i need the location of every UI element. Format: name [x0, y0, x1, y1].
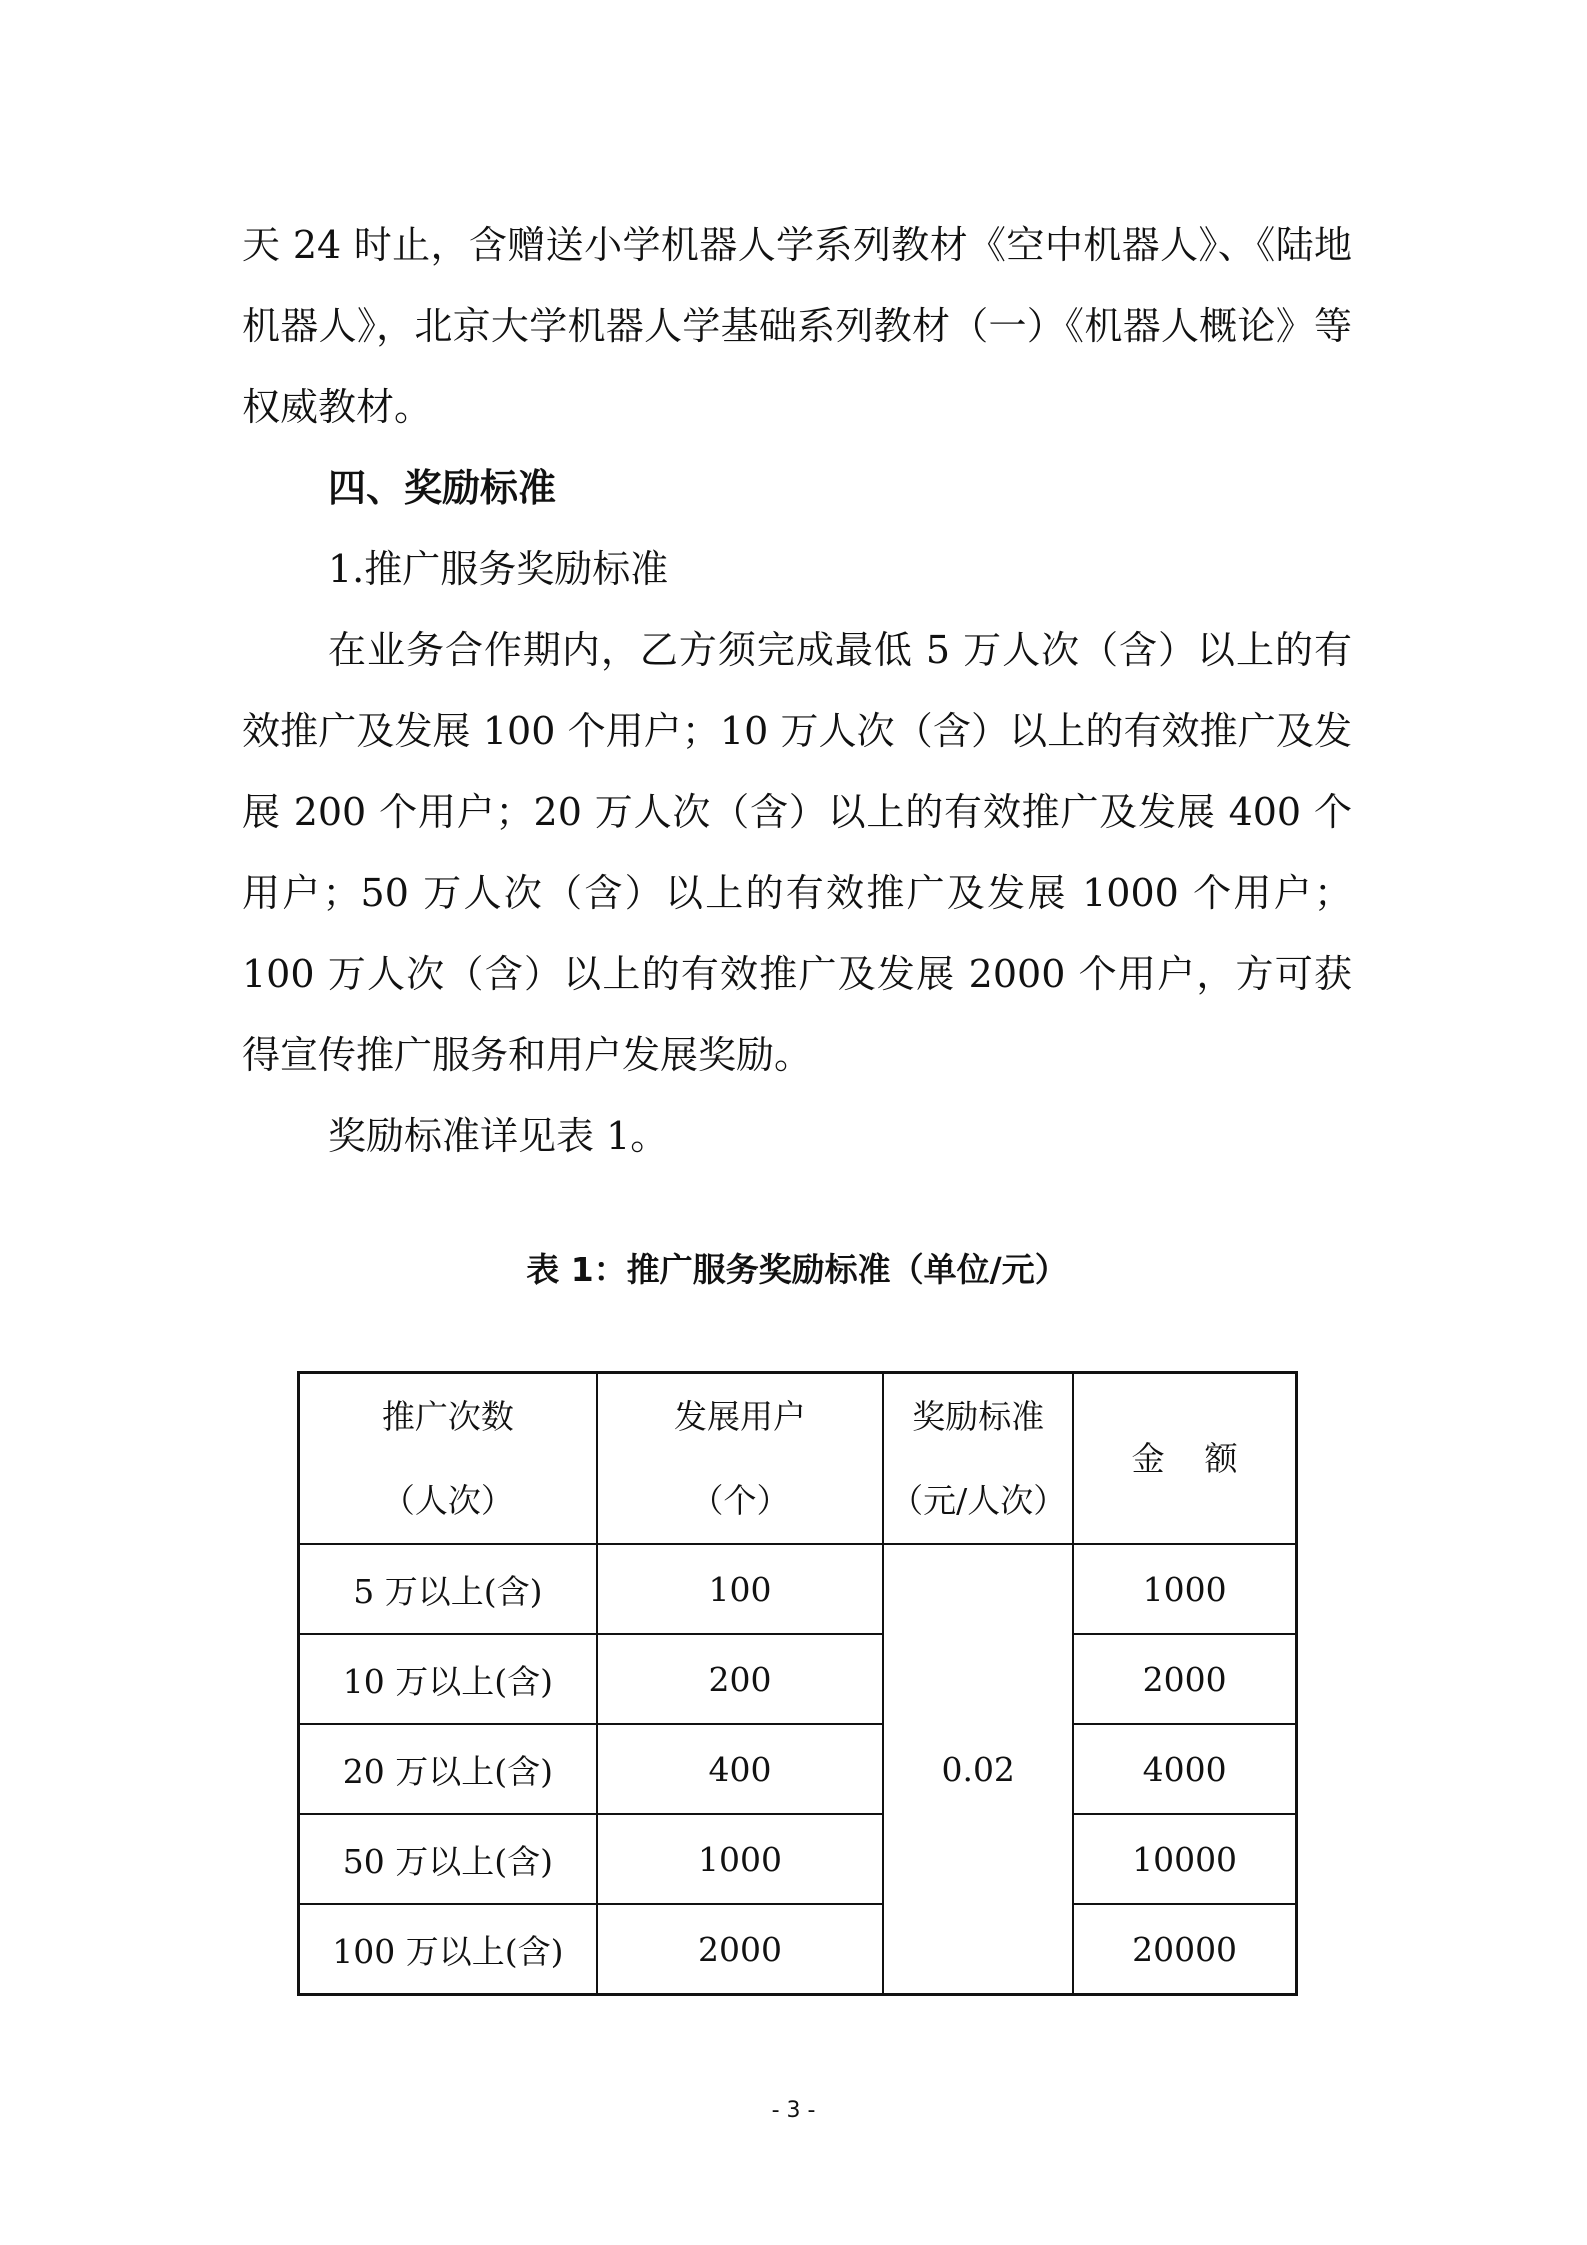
- header-users: [597, 1373, 884, 1545]
- header-amount-part1: 金: [1131, 1438, 1165, 1478]
- table-header-row: [299, 1373, 1297, 1545]
- cell-reward-rate: 0.02: [883, 1544, 1073, 1995]
- body-text: [242, 205, 1352, 1177]
- section-heading: 四、奖励标准: [328, 466, 557, 510]
- header-amount-part2: 额: [1204, 1438, 1238, 1478]
- subsection-heading: 1.推广服务奖励标准: [328, 547, 669, 591]
- cell-count: 10 万以上(含): [299, 1634, 597, 1724]
- cell-users: 2000: [597, 1904, 884, 1995]
- header-amount: [1073, 1373, 1296, 1545]
- header-promotion-count-label: 推广次数: [381, 1396, 514, 1436]
- header-users-unit: （个）: [690, 1480, 790, 1520]
- cell-users: 400: [597, 1724, 884, 1814]
- cell-users: 200: [597, 1634, 884, 1724]
- cell-amount: 20000: [1073, 1904, 1296, 1995]
- page-number: - 3 -: [771, 2098, 816, 2123]
- table-row: [299, 1724, 1297, 1814]
- cell-count: 50 万以上(含): [299, 1814, 597, 1904]
- cell-count: 20 万以上(含): [299, 1724, 597, 1814]
- header-reward-rate: [883, 1373, 1073, 1545]
- reward-table: [297, 1371, 1298, 1996]
- cell-count: 100 万以上(含): [299, 1904, 597, 1995]
- header-promotion-count: [299, 1373, 597, 1545]
- table-row: [299, 1904, 1297, 1995]
- cell-amount: 1000: [1073, 1544, 1296, 1634]
- cell-users: 100: [597, 1544, 884, 1634]
- table-row: [299, 1814, 1297, 1904]
- header-users-label: 发展用户: [673, 1396, 806, 1436]
- header-promotion-count-unit: （人次）: [381, 1480, 514, 1520]
- table-row: [299, 1634, 1297, 1724]
- table-reference-paragraph: 奖励标准详见表 1。: [328, 1114, 669, 1158]
- intro-paragraph: 天 24 时止，含赠送小学机器人学系列教材《空中机器人》、《陆地机器人》，北京大学机器人学基础系列教材（一）《机器人概论》等权威教材。: [242, 223, 1352, 429]
- header-reward-rate-unit: （元/人次）: [890, 1480, 1067, 1520]
- header-reward-rate-label: 奖励标准: [912, 1396, 1045, 1436]
- cell-amount: 10000: [1073, 1814, 1296, 1904]
- cell-amount: 4000: [1073, 1724, 1296, 1814]
- table-row: [299, 1544, 1297, 1634]
- cell-amount: 2000: [1073, 1634, 1296, 1724]
- requirement-paragraph: 在业务合作期内，乙方须完成最低 5 万人次（含）以上的有效推广及发展 100 个用户；10 万人次（含）以上的有效推广及发展 200 个用户；20 万人次（含）以上的有效推广及发展 400 个用户；50 万人次（含）以上的有效推广及发展 1000 个用户；100 万人次（含）以上的有效推广及发展 2000 个用户，方可获得宣传推广服务和用户发展奖励。: [242, 628, 1352, 1077]
- cell-users: 1000: [597, 1814, 884, 1904]
- cell-count: 5 万以上(含): [299, 1544, 597, 1634]
- table-caption: 表 1：推广服务奖励标准（单位/元）: [526, 1250, 1068, 1289]
